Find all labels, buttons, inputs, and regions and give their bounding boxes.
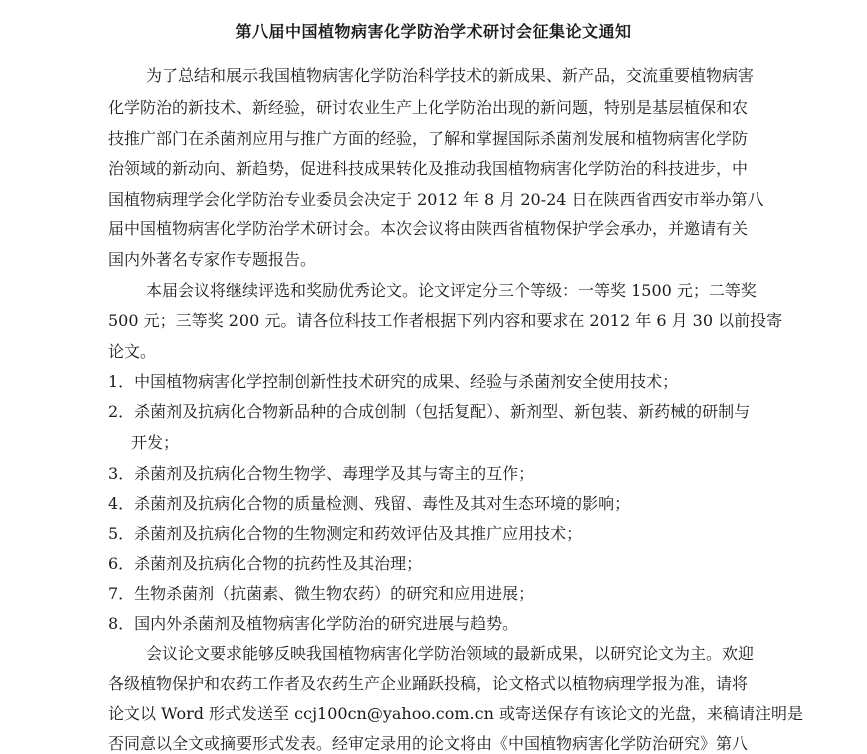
list-item: 2．杀菌剂及抗病化合物新品种的合成创制（包括复配）、新剂型、新包装、新药械的研制与 xyxy=(108,402,751,421)
list-item: 4．杀菌剂及抗病化合物的质量检测、残留、毒性及其对生态环境的影响； xyxy=(108,494,631,513)
body-line: 本届会议将继续评选和奖励优秀论文。论文评定分三个等级：一等奖 1500 元；二等奖 xyxy=(146,281,757,300)
list-item: 8．国内外杀菌剂及植物病害化学防治的研究进展与趋势。 xyxy=(108,614,519,633)
body-line: 为了总结和展示我国植物病害化学防治科学技术的新成果、新产品，交流重要植物病害 xyxy=(146,66,755,85)
body-line: 论文。 xyxy=(108,342,157,361)
body-line: 技推广部门在杀菌剂应用与推广方面的经验，了解和掌握国际杀菌剂发展和植物病害化学防 xyxy=(108,129,749,148)
body-line: 论文以 Word 形式发送至 ccj100cn@yahoo.com.cn 或寄送保存有该论文的光盘，来稿请注明是 xyxy=(108,704,803,723)
list-item: 7．生物杀菌剂（抗菌素、微生物农药）的研究和应用进展； xyxy=(108,584,535,603)
body-line: 国植物病理学会化学防治专业委员会决定于 2012 年 8 月 20-24 日在陕西省西安市举办第八 xyxy=(108,190,764,209)
list-item: 5．杀菌剂及抗病化合物的生物测定和药效评估及其推广应用技术； xyxy=(108,524,583,543)
body-line: 500 元；三等奖 200 元。请各位科技工作者根据下列内容和要求在 2012 年 6 月 30 以前投寄 xyxy=(108,311,783,330)
body-line: 化学防治的新技术、新经验，研讨农业生产上化学防治出现的新问题，特别是基层植保和农 xyxy=(108,98,749,117)
document-title: 第八届中国植物病害化学防治学术研讨会征集论文通知 xyxy=(235,22,632,41)
body-line: 国内外著名专家作专题报告。 xyxy=(108,250,317,269)
body-line: 否同意以全文或摘要形式发表。经审定录用的论文将由《中国植物病害化学防治研究》第八 xyxy=(108,734,749,753)
body-line: 治领域的新动向、新趋势，促进科技成果转化及推动我国植物病害化学防治的科技进步，中 xyxy=(108,159,749,178)
list-item: 6．杀菌剂及抗病化合物的抗药性及其治理； xyxy=(108,554,423,573)
list-item: 3．杀菌剂及抗病化合物生物学、毒理学及其与寄主的互作； xyxy=(108,464,535,483)
body-line: 届中国植物病害化学防治学术研讨会。本次会议将由陕西省植物保护学会承办，并邀请有关 xyxy=(108,219,749,238)
list-item: 1．中国植物病害化学控制创新性技术研究的成果、经验与杀菌剂安全使用技术； xyxy=(108,372,679,391)
body-line: 会议论文要求能够反映我国植物病害化学防治领域的最新成果，以研究论文为主。欢迎 xyxy=(146,644,755,663)
body-line: 各级植物保护和农药工作者及农药生产企业踊跃投稿，论文格式以植物病理学报为准，请将 xyxy=(108,674,749,693)
list-item-continued: 开发； xyxy=(131,433,180,452)
